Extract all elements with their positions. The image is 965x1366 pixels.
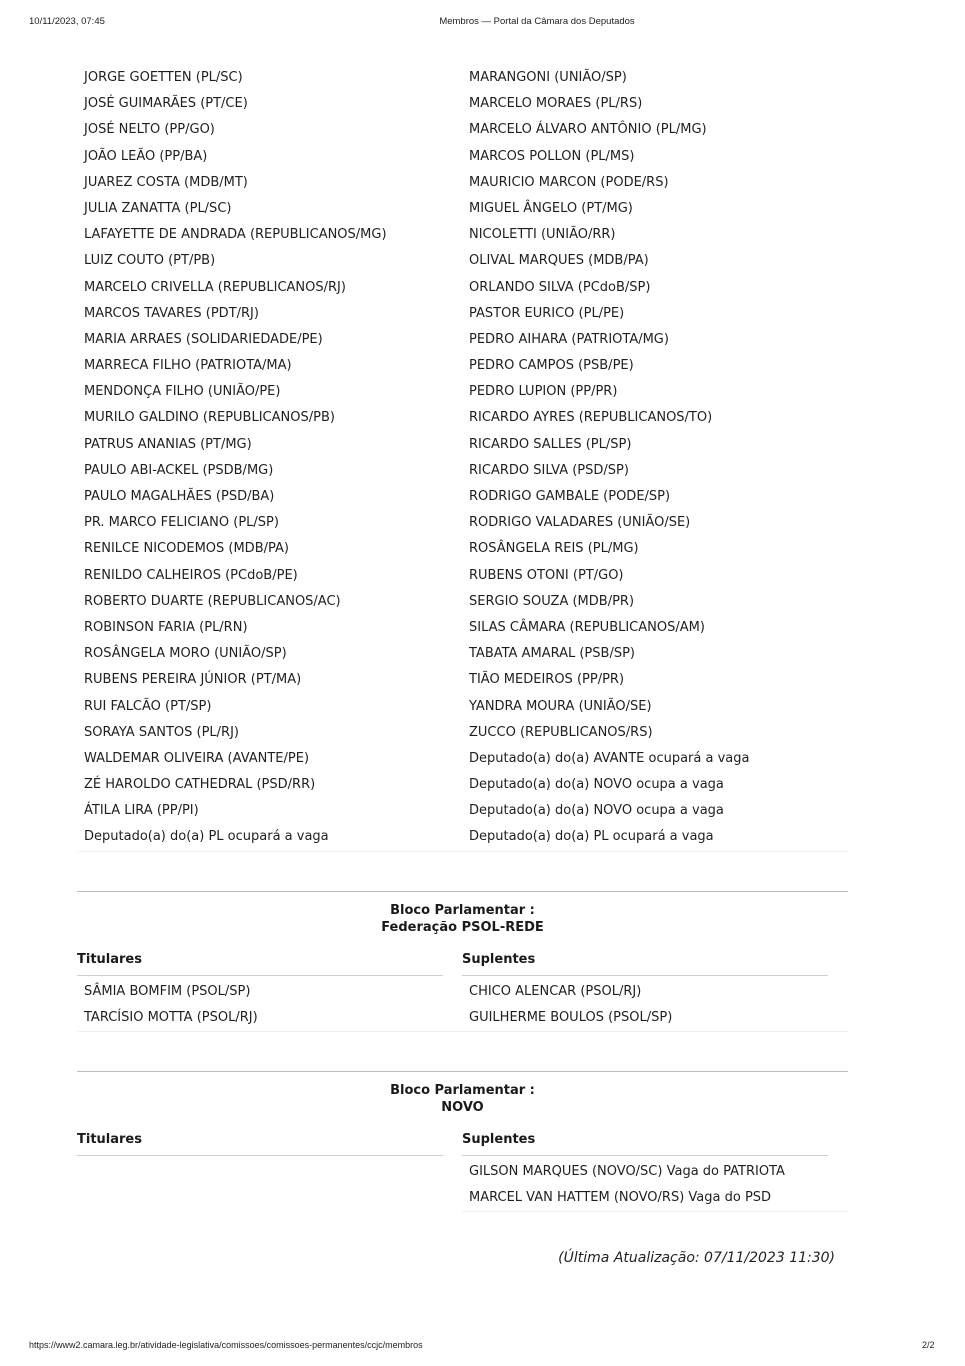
member-name: RUI FALCÃO (PT/SP) [84,698,212,714]
member-name: JORGE GOETTEN (PL/SC) [84,70,243,85]
member-name: JUAREZ COSTA (MDB/MT) [84,174,248,190]
suplentes-heading: Suplentes [462,952,828,976]
suplentes-column [462,1159,848,1212]
member-name: RODRIGO GAMBALE (PODE/SP) [469,489,671,504]
member-name: GILSON MARQUES (NOVO/SC) Vaga do PATRIOTA [469,1164,785,1179]
list-divider [77,851,848,852]
member-name: GUILHERME BOULOS (PSOL/SP) [469,1010,673,1026]
member-name: WALDEMAR OLIVEIRA (AVANTE/PE) [84,750,310,766]
member-name: ROSÂNGELA REIS (PL/MG) [469,541,639,557]
member-name: LUIZ COUTO (PT/PB) [84,253,216,269]
members-continuation-list [77,65,848,852]
titulares-column [77,979,462,1032]
member-name: OLIVAL MARQUES (MDB/PA) [469,253,649,269]
member-name: ROBINSON FARIA (PL/RN) [84,619,248,635]
member-name: YANDRA MOURA (UNIÃO/SE) [469,698,652,714]
member-name: PAULO ABI-ACKEL (PSDB/MG) [84,462,274,478]
member-name: MURILO GALDINO (REPUBLICANOS/PB) [84,410,335,426]
member-name: PEDRO AIHARA (PATRIOTA/MG) [469,331,669,347]
member-name: PASTOR EURICO (PL/PE) [469,305,625,321]
member-name: MARIA ARRAES (SOLIDARIEDADE/PE) [84,331,323,347]
member-name: RENILCE NICODEMOS (MDB/PA) [84,541,289,557]
member-name: RUBENS PEREIRA JÚNIOR (PT/MA) [84,672,302,688]
member-name: JOÃO LEÃO (PP/BA) [84,148,208,164]
member-name: MARANGONI (UNIÃO/SP) [469,70,627,85]
member-name: RICARDO SILVA (PSD/SP) [469,462,629,478]
print-page-title: Membros — Portal da Câmara dos Deputados [439,16,635,27]
member-name: NICOLETTI (UNIÃO/RR) [469,227,616,243]
member-name: MARCEL VAN HATTEM (NOVO/RS) Vaga do PSD [469,1190,772,1206]
member-name: CHICO ALENCAR (PSOL/RJ) [469,984,642,999]
member-name: TIÃO MEDEIROS (PP/PR) [469,672,625,688]
member-name: ÁTILA LIRA (PP/PI) [84,803,199,819]
member-name: Deputado(a) do(a) AVANTE ocupará a vaga [469,750,750,766]
suplentes-heading: Suplentes [462,1132,828,1156]
member-name: JULIA ZANATTA (PL/SC) [84,200,232,216]
member-name: TARCÍSIO MOTTA (PSOL/RJ) [84,1010,258,1026]
member-name: JOSÉ NELTO (PP/GO) [84,122,215,138]
last-update-text: (Última Atualização: 07/11/2023 11:30) [558,1250,835,1266]
bloco-title-label: Bloco Parlamentar : [390,1083,535,1098]
member-name: MARCOS TAVARES (PDT/RJ) [84,305,259,321]
member-name: MARCOS POLLON (PL/MS) [469,148,635,164]
member-name: JOSÉ GUIMARÃES (PT/CE) [84,96,248,112]
member-name: MENDONÇA FILHO (UNIÃO/PE) [84,384,281,400]
member-name: ORLANDO SILVA (PCdoB/SP) [469,279,651,295]
member-name: RENILDO CALHEIROS (PCdoB/PE) [84,567,298,583]
member-name: PR. MARCO FELICIANO (PL/SP) [84,515,279,531]
member-name: Deputado(a) do(a) NOVO ocupa a vaga [469,777,724,793]
member-name: TABATA AMARAL (PSB/SP) [469,646,635,662]
member-name: LAFAYETTE DE ANDRADA (REPUBLICANOS/MG) [84,227,387,243]
bloco-title-name: Federação PSOL-REDE [381,920,544,935]
member-name: Deputado(a) do(a) PL ocupará a vaga [469,829,714,845]
member-name: RICARDO AYRES (REPUBLICANOS/TO) [469,410,713,426]
titulares-column [77,1159,462,1212]
titulares-heading: Titulares [77,1132,443,1156]
suplentes-column [462,65,848,851]
member-name: Deputado(a) do(a) PL ocupará a vaga [84,829,329,845]
print-url: https://www2.camara.leg.br/atividade-legislativa/comissoes/comissoes-permanentes/ccjc/membros [29,1340,423,1350]
member-name: RUBENS OTONI (PT/GO) [469,567,624,583]
member-name: SORAYA SANTOS (PL/RJ) [84,724,239,740]
member-name: MARCELO MORAES (PL/RS) [469,96,643,112]
member-name: SERGIO SOUZA (MDB/PR) [469,593,635,609]
member-name: SILAS CÂMARA (REPUBLICANOS/AM) [469,619,705,635]
bloco-novo [77,1071,848,1212]
bloco-title-label: Bloco Parlamentar : [390,903,535,918]
member-name: RICARDO SALLES (PL/SP) [469,436,632,452]
member-name: MARCELO ÁLVARO ANTÔNIO (PL/MG) [469,122,707,138]
titulares-heading: Titulares [77,952,443,976]
member-name: PEDRO CAMPOS (PSB/PE) [469,358,634,374]
member-name: PAULO MAGALHÃES (PSD/BA) [84,489,275,504]
member-name: MIGUEL ÂNGELO (PT/MG) [469,200,633,216]
bloco-psol-rede [77,891,848,1032]
print-page-number: 2/2 [922,1340,935,1350]
member-name: ROSÂNGELA MORO (UNIÃO/SP) [84,646,287,662]
member-name: ROBERTO DUARTE (REPUBLICANOS/AC) [84,593,341,609]
member-name: Deputado(a) do(a) NOVO ocupa a vaga [469,803,724,819]
member-name: MARCELO CRIVELLA (REPUBLICANOS/RJ) [84,279,346,295]
member-name: MAURICIO MARCON (PODE/RS) [469,174,669,190]
print-datetime: 10/11/2023, 07:45 [29,16,105,27]
titulares-column [77,65,462,851]
suplentes-column [462,979,848,1032]
bloco-title-name: NOVO [441,1100,484,1115]
member-name: PATRUS ANANIAS (PT/MG) [84,436,252,452]
bloco-title [77,892,848,936]
member-name: RODRIGO VALADARES (UNIÃO/SE) [469,515,691,531]
member-name: PEDRO LUPION (PP/PR) [469,384,618,400]
bloco-title [77,1072,848,1116]
member-name: ZÉ HAROLDO CATHEDRAL (PSD/RR) [84,777,316,793]
member-name: SÂMIA BOMFIM (PSOL/SP) [84,984,251,999]
member-name: ZUCCO (REPUBLICANOS/RS) [469,724,653,740]
member-name: MARRECA FILHO (PATRIOTA/MA) [84,358,292,374]
